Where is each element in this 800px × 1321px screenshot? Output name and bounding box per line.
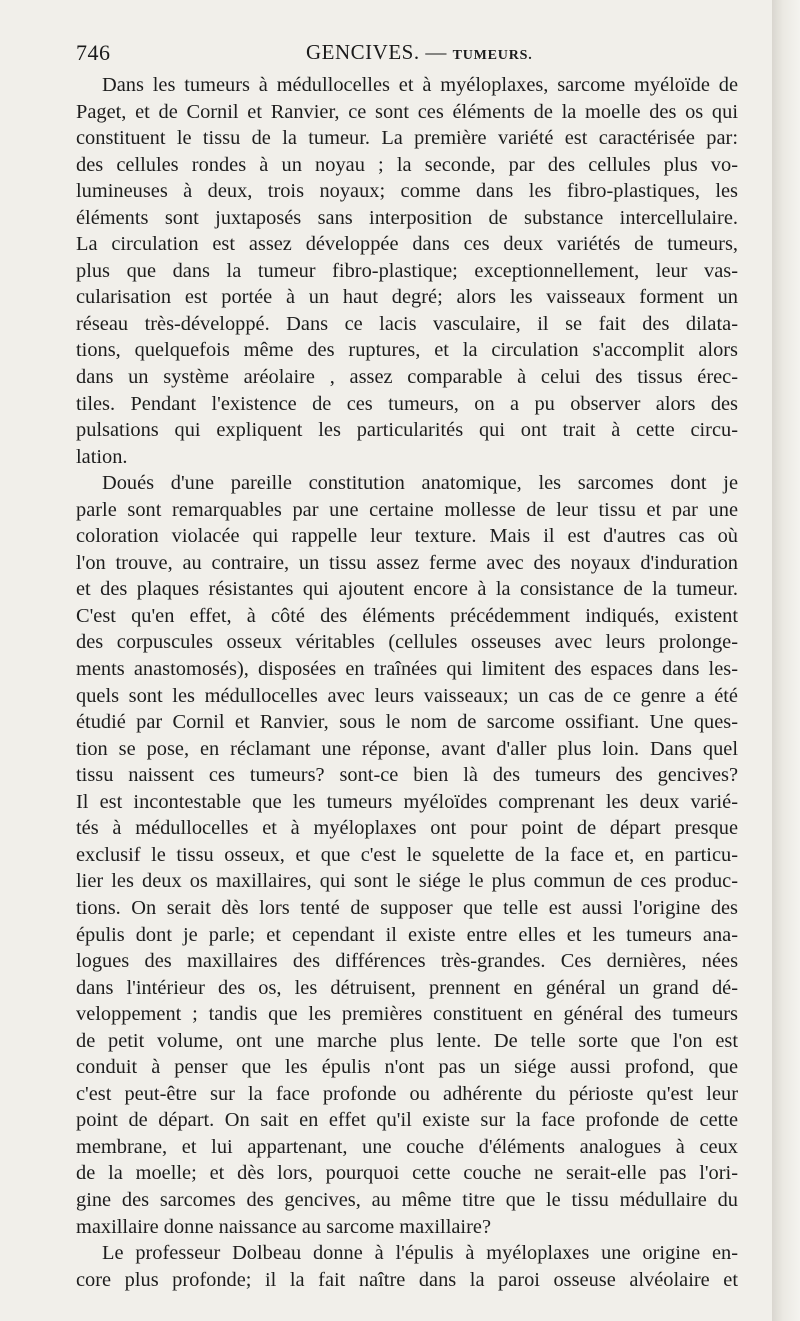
text-line: des corpuscules osseux véritables (cellules osseuses avec leurs prolonge- [76, 631, 738, 654]
text-line: lumineuses à deux, trois noyaux; comme dans les fibro-plastiques, les [76, 180, 738, 203]
page-edge [772, 0, 800, 1321]
text-line: Il est incontestable que les tumeurs myéloïdes comprenant les deux varié- [76, 790, 738, 813]
body-text [76, 72, 738, 1293]
text-line: tiles. Pendant l'existence de ces tumeurs, on a pu observer alors des [76, 392, 738, 415]
text-line: l'on trouve, au contraire, un tissu assez ferme avec des noyaux d'induration [76, 551, 738, 574]
text-line: core plus profonde; il la fait naître dans la paroi osseuse alvéolaire et [76, 1268, 738, 1291]
text-line: exclusif le tissu osseux, et que c'est le squelette de la face et, en particu- [76, 843, 738, 866]
text-line: de petit volume, ont une marche plus lente. De telle sorte que l'on est [76, 1029, 738, 1052]
page-header [76, 38, 736, 72]
text-line: logues des maxillaires des différences très-grandes. Ces dernières, nées [76, 950, 738, 973]
text-line: Le professeur Dolbeau donne à l'épulis à myéloplaxes une origine en- [102, 1242, 738, 1265]
text-line: La circulation est assez développée dans ces deux variétés de tumeurs, [76, 233, 738, 256]
text-line: éléments sont juxtaposés sans interposition de substance intercellulaire. [76, 206, 738, 229]
text-line: lation. [76, 445, 128, 468]
text-line: gine des sarcomes des gencives, au même titre que le tissu médullaire du [76, 1188, 738, 1211]
text-line: lier les deux os maxillaires, qui sont le siége le plus commun de ces produc- [76, 870, 738, 893]
text-line: Paget, et de Cornil et Ranvier, ce sont ces éléments de la moelle des os qui [76, 100, 738, 123]
text-line: tions, quelquefois même des ruptures, et la circulation s'accomplit alors [76, 339, 738, 362]
running-head-dash: — [425, 40, 447, 64]
text-line: tissu naissent ces tumeurs? sont-ce bien là des tumeurs des gencives? [76, 764, 738, 787]
text-line: coloration violacée qui rappelle leur texture. Mais il est d'autres cas où [76, 525, 738, 548]
text-line: tions. On serait dès lors tenté de supposer que telle est aussi l'origine des [76, 896, 738, 919]
text-line: de la moelle; et dès lors, pourquoi cette couche ne serait-elle pas l'ori- [76, 1162, 738, 1185]
text-line: dans un système aréolaire , assez comparable à celui des tissus érec- [76, 366, 738, 389]
text-line: ments anastomosés), disposées en traînées qui limitent des espaces dans les- [76, 658, 738, 681]
text-line: épulis dont je parle; et cependant il existe entre elles et les tumeurs ana- [76, 923, 738, 946]
text-line: c'est peut-être sur la face profonde ou adhérente du périoste qu'est leur [76, 1082, 738, 1105]
page-number: 746 [76, 40, 111, 65]
text-line: conduit à penser que les épulis n'ont pas un siége aussi profond, que [76, 1056, 738, 1079]
running-head-title: GENCIVES. [306, 40, 420, 64]
text-line: tion se pose, en réclamant une réponse, avant d'aller plus loin. Dans quel [76, 737, 738, 760]
running-head-subtitle: TUMEURS. [452, 48, 533, 63]
text-line: des cellules rondes à un noyau ; la seconde, par des cellules plus vo- [76, 153, 738, 176]
text-line: maxillaire donne naissance au sarcome maxillaire? [76, 1215, 491, 1238]
text-line: membrane, et lui appartenant, une couche d'éléments analogues à ceux [76, 1135, 738, 1158]
text-line: Dans les tumeurs à médullocelles et à myéloplaxes, sarcome myéloïde de [102, 74, 738, 96]
text-line: réseau très-développé. Dans ce lacis vasculaire, il se fait des dilata- [76, 312, 738, 335]
text-line: quels sont les médullocelles avec leurs vaisseaux; un cas de ce genre a été [76, 684, 738, 707]
text-line: dans l'intérieur des os, les détruisent, prennent en général un grand dé- [76, 976, 738, 999]
text-line: parle sont remarquables par une certaine mollesse de leur tissu et par une [76, 498, 738, 521]
text-line: et des plaques résistantes qui ajoutent encore à la consistance de la tumeur. [76, 578, 738, 601]
text-line: Doués d'une pareille constitution anatomique, les sarcomes dont je [102, 472, 738, 495]
text-line: plus que dans la tumeur fibro-plastique; exceptionnellement, leur vas- [76, 259, 738, 282]
running-head [306, 40, 533, 65]
text-line: pulsations qui expliquent les particularités qui ont trait à cette circu- [76, 419, 738, 442]
text-line: tés à médullocelles et à myéloplaxes ont pour point de départ presque [76, 817, 738, 840]
text-line: cularisation est portée à un haut degré; alors les vaisseaux forment un [76, 286, 738, 309]
text-line: veloppement ; tandis que les premières constituent en général des tumeurs [76, 1003, 738, 1026]
text-line: constituent le tissu de la tumeur. La première variété est caractérisée par: [76, 127, 738, 150]
text-line: étudié par Cornil et Ranvier, sous le nom de sarcome ossifiant. Une ques- [76, 711, 738, 734]
text-line: C'est qu'en effet, à côté des éléments précédemment indiqués, existent [76, 604, 738, 627]
text-line: point de départ. On sait en effet qu'il existe sur la face profonde de cette [76, 1109, 738, 1132]
